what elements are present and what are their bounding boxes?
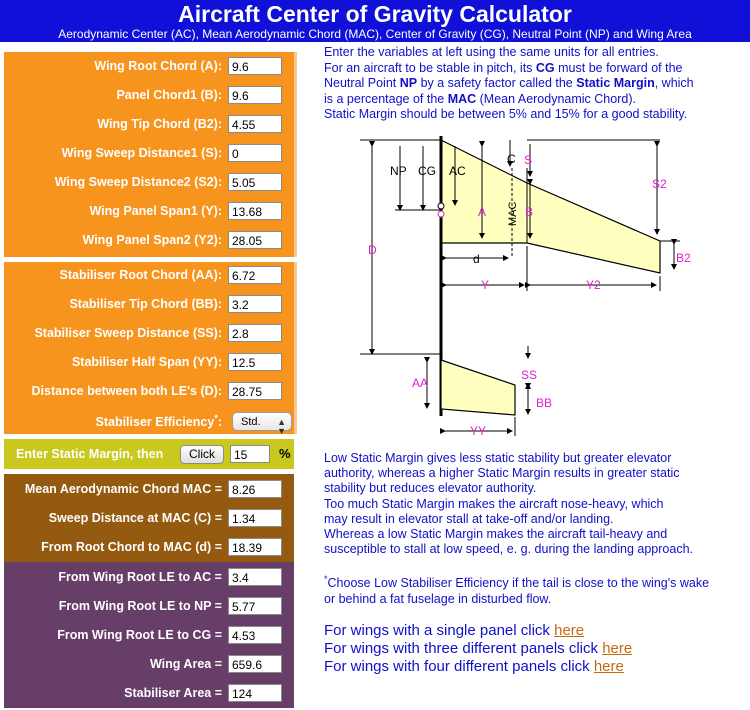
stab-efficiency-select[interactable] (232, 412, 292, 436)
field-label: Wing Root Chord (A): (94, 59, 222, 73)
intro-line (324, 76, 744, 92)
output-row-wing-area (4, 651, 294, 680)
label-y: Y (481, 278, 490, 292)
label-ac: AC (449, 164, 466, 178)
cg-term: CG (535, 60, 555, 75)
link-row-four-panels (324, 658, 624, 675)
wing-area-output[interactable]: 659.6 (228, 655, 282, 673)
explanation-line: susceptible to stall at low speed, e. g. during the landing approach. (324, 542, 693, 557)
np-term: NP (399, 76, 418, 90)
footnote-star: * (324, 574, 328, 584)
label-colon: : (217, 415, 222, 430)
input-row-panel-span2 (4, 227, 294, 256)
label-d-small: d (473, 252, 480, 266)
text-span: is a percentage of the (324, 91, 448, 106)
static-margin-term: Static Margin (576, 76, 655, 90)
np-marker (438, 203, 444, 209)
output-label: Mean Aerodynamic Chord MAC = (24, 482, 222, 496)
input-row-stab-half-span (4, 349, 294, 378)
cg-results-panel (4, 562, 294, 708)
field-label: Panel Chord1 (B): (116, 88, 222, 102)
field-label (96, 413, 223, 429)
link-text: For wings with four different panels click (324, 658, 594, 675)
single-panel-link[interactable]: here (554, 622, 585, 639)
updown-chevron-icon: ▲ ▼ (277, 417, 286, 436)
field-label: Stabiliser Sweep Distance (SS): (34, 326, 222, 340)
field-label: Wing Panel Span1 (Y): (89, 204, 222, 218)
selected-option: Std. (241, 416, 261, 428)
label-s2: S2 (652, 177, 667, 191)
field-label: Wing Sweep Distance2 (S2): (54, 175, 222, 189)
input-row-panel-span1 (4, 198, 294, 227)
page-subtitle: Aerodynamic Center (AC), Mean Aerodynamic Chord (MAC), Center of Gravity (CG), Neutral Point (NP) and Wing Area (58, 27, 692, 41)
output-row-np (4, 593, 294, 622)
output-row-stab-area (4, 680, 294, 709)
np-output[interactable]: 5.77 (228, 597, 282, 615)
intro-line: Static Margin should be between 5% and 15% for a good stability. (324, 107, 688, 121)
cg-marker (438, 211, 444, 217)
output-label: From Wing Root LE to AC = (58, 570, 222, 584)
text-span: For an aircraft to be stable in pitch, its (324, 60, 536, 75)
input-row-stab-sweep (4, 320, 294, 349)
sweep-distance1-input[interactable]: 0 (228, 144, 282, 162)
stabiliser-planform (441, 360, 515, 415)
percent-sign: % (279, 446, 291, 461)
label-b2: B2 (676, 251, 691, 265)
label-c: C (507, 152, 516, 166)
output-label: Stabiliser Area = (124, 686, 222, 700)
intro-line: Enter the variables at left using the same units for all entries. (324, 45, 659, 59)
text-span: Choose Low Stabiliser Efficiency if the tail is close to the wing's wake (327, 576, 710, 591)
output-row-mac (4, 476, 294, 505)
stab-root-chord-input[interactable]: 6.72 (228, 266, 282, 284)
stab-sweep-input[interactable]: 2.8 (228, 324, 282, 342)
explanation-line: Too much Static Margin makes the aircraft nose-heavy, which (324, 496, 664, 511)
explanation-line: may result in elevator stall at take-off and/or landing. (324, 511, 614, 526)
wing-tip-chord-input[interactable]: 4.55 (228, 115, 282, 133)
link-row-single-panel (324, 622, 584, 639)
input-row-le-distance (4, 378, 294, 407)
output-row-cg (4, 622, 294, 651)
sweep-distance2-input[interactable]: 5.05 (228, 173, 282, 191)
footnote-star: * (214, 413, 218, 423)
mac-results-panel (4, 474, 294, 562)
label-cg: CG (418, 164, 436, 178)
stab-tip-chord-input[interactable]: 3.2 (228, 295, 282, 313)
output-row-sweep-at-mac (4, 505, 294, 534)
explanation-line: Low Static Margin gives less static stability but greater elevator (324, 451, 672, 465)
field-label: Stabiliser Root Chord (AA): (59, 268, 222, 282)
stab-efficiency-label: Stabiliser Efficiency (95, 415, 215, 430)
root-to-mac-output[interactable]: 18.39 (228, 538, 282, 556)
label-yy: YY (470, 424, 487, 438)
field-label: Stabiliser Half Span (YY): (71, 355, 222, 369)
mac-term: MAC (447, 91, 477, 106)
intro-text (324, 45, 744, 123)
output-label: Wing Area = (149, 657, 222, 671)
cg-output[interactable]: 4.53 (228, 626, 282, 644)
static-margin-label: Enter Static Margin, then (16, 447, 164, 461)
mac-output[interactable]: 8.26 (228, 480, 282, 498)
text-span: (Mean Aerodynamic Chord). (476, 91, 636, 106)
page-header (0, 0, 750, 42)
link-row-three-panels (324, 640, 632, 657)
panel-chord1-input[interactable]: 9.6 (228, 86, 282, 104)
label-bb: BB (536, 396, 553, 410)
text-span: by a safety factor called the (417, 76, 577, 90)
label-mac: MAC (507, 201, 519, 226)
input-row-wing-tip-chord (4, 111, 294, 140)
label-y2: Y2 (586, 278, 601, 292)
four-panels-link[interactable]: here (593, 658, 624, 675)
field-label: Wing Sweep Distance1 (S): (61, 146, 222, 160)
input-row-sweep-distance1 (4, 140, 294, 169)
link-text: For wings with a single panel click (324, 622, 555, 639)
panel-span1-input[interactable]: 13.68 (228, 202, 282, 220)
input-row-wing-root-chord (4, 53, 294, 82)
explanation-line: authority, whereas a higher Static Margin results in greater static (324, 466, 680, 481)
input-row-panel-chord1 (4, 82, 294, 111)
explanation-line: Whereas a low Static Margin makes the aircraft tail-heavy and (324, 527, 668, 542)
text-span: must be forward of the (554, 60, 683, 75)
three-panels-link[interactable]: here (602, 640, 633, 657)
label-aa: AA (412, 376, 429, 390)
label-np: NP (390, 164, 407, 178)
label-s: S (524, 153, 533, 167)
intro-line (324, 61, 744, 77)
label-d: D (368, 243, 377, 257)
stab-area-output[interactable]: 124 (228, 684, 282, 702)
text-span: , which (654, 76, 694, 90)
text-span: Neutral Point (324, 76, 400, 90)
link-text: For wings with three different panels click (324, 640, 603, 657)
output-label: From Wing Root LE to NP = (58, 599, 222, 613)
input-row-stab-tip-chord (4, 291, 294, 320)
label-b: B (525, 205, 534, 219)
output-row-ac (4, 564, 294, 593)
explanation-line: stability but reduces elevator authority. (324, 481, 537, 496)
footnote (324, 572, 744, 607)
wing-root-chord-input[interactable]: 9.6 (228, 57, 282, 75)
panel-span2-input[interactable]: 28.05 (228, 231, 282, 249)
static-margin-panel (4, 439, 294, 469)
stab-half-span-input[interactable]: 12.5 (228, 353, 282, 371)
output-label: From Root Chord to MAC (d) = (41, 540, 222, 554)
explanation-text (324, 451, 744, 557)
page-title: Aircraft Center of Gravity Calculator (178, 1, 572, 27)
ac-output[interactable]: 3.4 (228, 568, 282, 586)
input-row-stab-root-chord (4, 262, 294, 291)
label-ss: SS (521, 368, 538, 382)
output-row-root-to-mac (4, 534, 294, 563)
input-row-stab-efficiency (4, 407, 294, 436)
label-a: A (478, 205, 487, 219)
le-distance-input[interactable]: 28.75 (228, 382, 282, 400)
click-button[interactable]: Click (180, 445, 224, 464)
output-label: Sweep Distance at MAC (C) = (48, 511, 222, 525)
input-row-sweep-distance2 (4, 169, 294, 198)
footnote-line: or behind a fat fuselage in disturbed flow. (324, 591, 552, 606)
field-label: Wing Tip Chord (B2): (97, 117, 222, 131)
footnote-line (324, 572, 744, 592)
wing-geometry-diagram (300, 126, 700, 446)
field-label: Wing Panel Span2 (Y2): (82, 233, 222, 247)
stabiliser-inputs-panel (4, 262, 297, 434)
field-label: Stabiliser Tip Chord (BB): (69, 297, 222, 311)
wing-inputs-panel (4, 52, 297, 257)
output-label: From Wing Root LE to CG = (57, 628, 222, 642)
sweep-at-mac-output[interactable]: 1.34 (228, 509, 282, 527)
field-label: Distance between both LE's (D): (31, 384, 222, 398)
intro-line (324, 92, 744, 108)
static-margin-input[interactable]: 15 (230, 445, 270, 463)
